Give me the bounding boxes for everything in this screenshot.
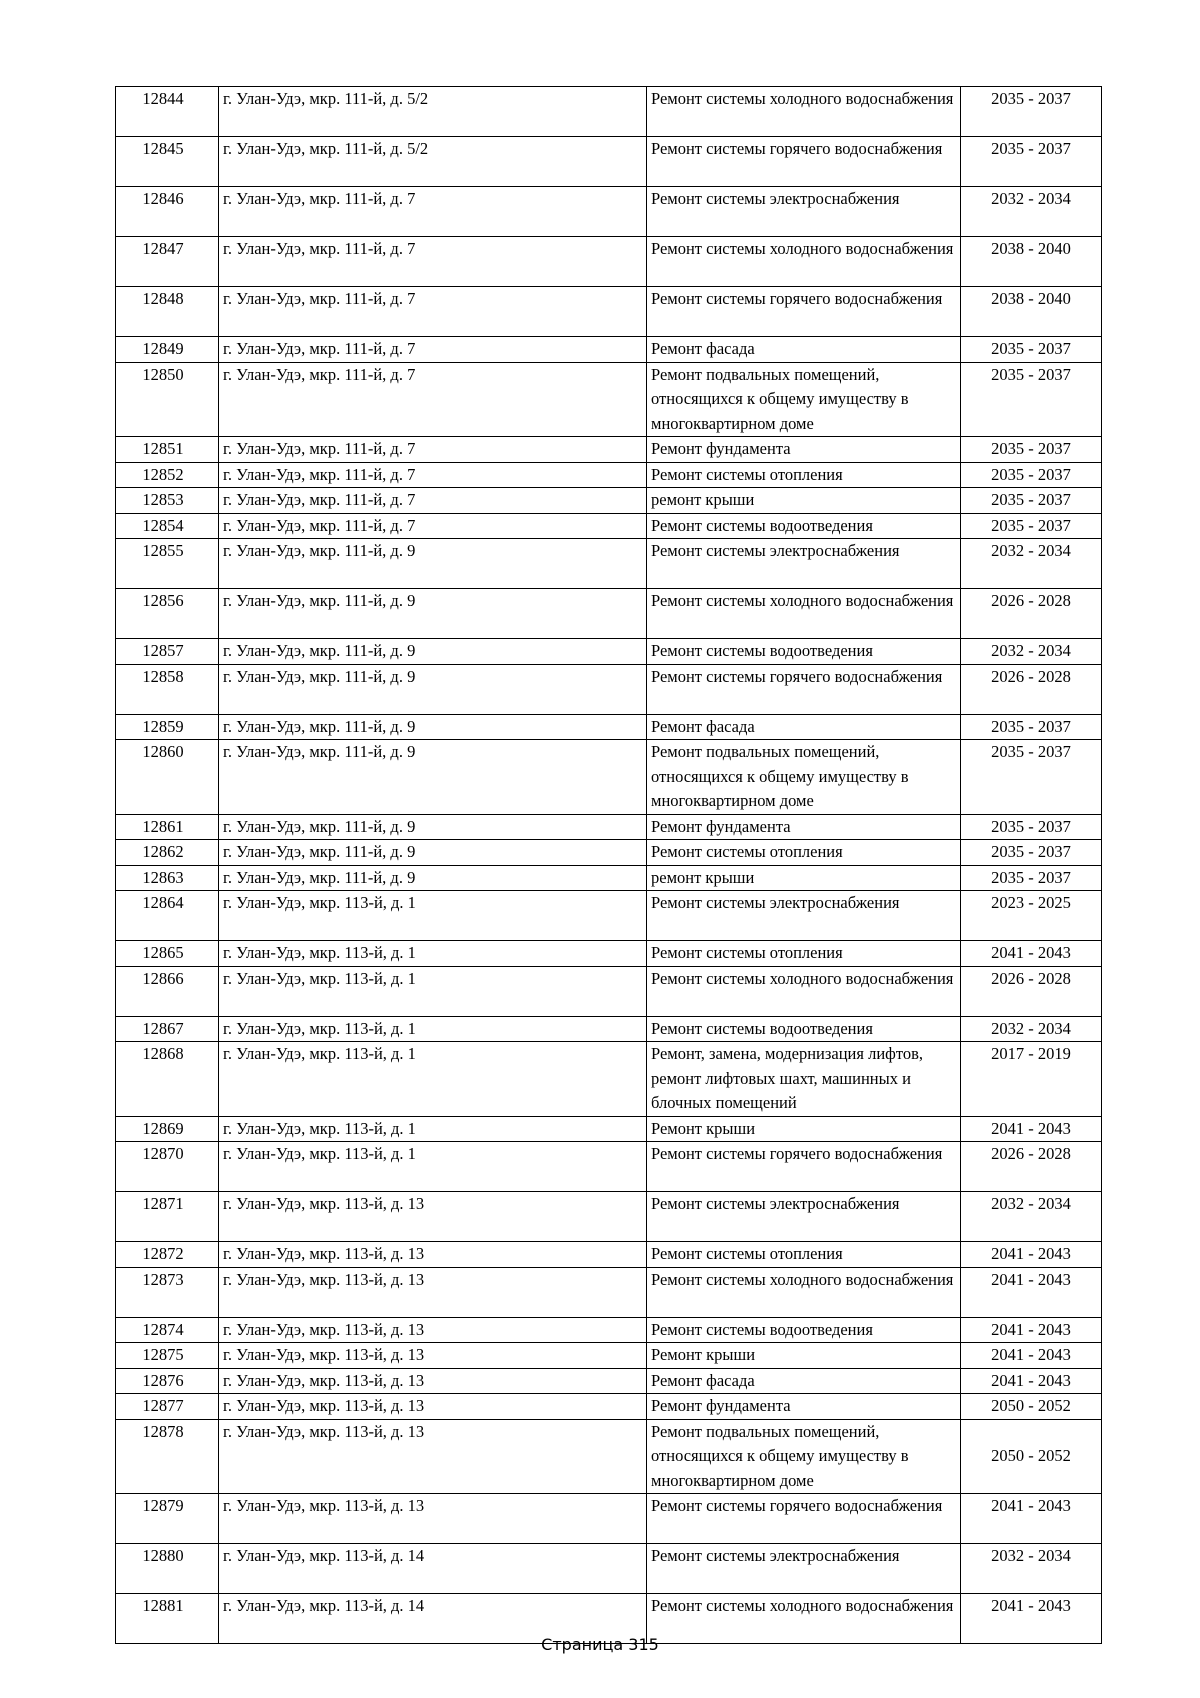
cell-work-type: ремонт крыши xyxy=(647,488,961,514)
cell-work-type: Ремонт системы горячего водоснабжения xyxy=(647,1142,961,1192)
cell-address: г. Улан-Удэ, мкр. 113-й, д. 14 xyxy=(219,1594,647,1644)
cell-work-type: Ремонт системы электроснабжения xyxy=(647,891,961,941)
cell-record-number: 12869 xyxy=(116,1116,219,1142)
cell-period: 2050 - 2052 xyxy=(961,1394,1102,1420)
cell-work-type: Ремонт системы водоотведения xyxy=(647,1317,961,1343)
table-row xyxy=(116,1544,1102,1594)
cell-work-type: Ремонт системы водоотведения xyxy=(647,639,961,665)
cell-period: 2032 - 2034 xyxy=(961,539,1102,589)
cell-record-number: 12845 xyxy=(116,137,219,187)
cell-record-number: 12876 xyxy=(116,1368,219,1394)
table-row xyxy=(116,287,1102,337)
cell-period: 2035 - 2037 xyxy=(961,513,1102,539)
cell-period: 2035 - 2037 xyxy=(961,87,1102,137)
cell-record-number: 12861 xyxy=(116,814,219,840)
table-row xyxy=(116,87,1102,137)
cell-period: 2050 - 2052 xyxy=(961,1419,1102,1494)
cell-work-type: Ремонт системы электроснабжения xyxy=(647,539,961,589)
cell-record-number: 12854 xyxy=(116,513,219,539)
cell-address: г. Улан-Удэ, мкр. 111-й, д. 5/2 xyxy=(219,137,647,187)
table-row xyxy=(116,865,1102,891)
cell-record-number: 12849 xyxy=(116,337,219,363)
cell-address: г. Улан-Удэ, мкр. 111-й, д. 7 xyxy=(219,488,647,514)
table-row xyxy=(116,1142,1102,1192)
cell-period: 2035 - 2037 xyxy=(961,488,1102,514)
table-row xyxy=(116,1317,1102,1343)
cell-work-type: Ремонт фасада xyxy=(647,714,961,740)
cell-record-number: 12853 xyxy=(116,488,219,514)
table-row xyxy=(116,337,1102,363)
cell-address: г. Улан-Удэ, мкр. 111-й, д. 9 xyxy=(219,740,647,815)
cell-record-number: 12846 xyxy=(116,187,219,237)
cell-record-number: 12860 xyxy=(116,740,219,815)
cell-period: 2026 - 2028 xyxy=(961,664,1102,714)
cell-period: 2026 - 2028 xyxy=(961,589,1102,639)
cell-address: г. Улан-Удэ, мкр. 113-й, д. 13 xyxy=(219,1267,647,1317)
works-table xyxy=(115,86,1102,1644)
cell-record-number: 12859 xyxy=(116,714,219,740)
cell-address: г. Улан-Удэ, мкр. 113-й, д. 13 xyxy=(219,1242,647,1268)
cell-address: г. Улан-Удэ, мкр. 113-й, д. 1 xyxy=(219,966,647,1016)
cell-address: г. Улан-Удэ, мкр. 111-й, д. 9 xyxy=(219,840,647,866)
cell-work-type: Ремонт подвальных помещений, относящихся к общему имуществу в многоквартирном доме xyxy=(647,362,961,437)
cell-record-number: 12851 xyxy=(116,437,219,463)
cell-work-type: Ремонт системы отопления xyxy=(647,941,961,967)
cell-period: 2035 - 2037 xyxy=(961,740,1102,815)
cell-address: г. Улан-Удэ, мкр. 113-й, д. 1 xyxy=(219,1142,647,1192)
cell-work-type: Ремонт системы электроснабжения xyxy=(647,1544,961,1594)
cell-address: г. Улан-Удэ, мкр. 113-й, д. 13 xyxy=(219,1343,647,1369)
cell-address: г. Улан-Удэ, мкр. 113-й, д. 1 xyxy=(219,941,647,967)
table-row xyxy=(116,891,1102,941)
page-number: Страница 315 xyxy=(541,1635,659,1654)
cell-period: 2035 - 2037 xyxy=(961,362,1102,437)
cell-address: г. Улан-Удэ, мкр. 111-й, д. 7 xyxy=(219,337,647,363)
cell-work-type: Ремонт системы водоотведения xyxy=(647,513,961,539)
table-row xyxy=(116,437,1102,463)
cell-period: 2035 - 2037 xyxy=(961,714,1102,740)
cell-record-number: 12866 xyxy=(116,966,219,1016)
cell-period: 2041 - 2043 xyxy=(961,1317,1102,1343)
table-row xyxy=(116,966,1102,1016)
cell-record-number: 12857 xyxy=(116,639,219,665)
cell-period: 2041 - 2043 xyxy=(961,1267,1102,1317)
cell-record-number: 12872 xyxy=(116,1242,219,1268)
cell-record-number: 12877 xyxy=(116,1394,219,1420)
cell-work-type: Ремонт системы холодного водоснабжения xyxy=(647,237,961,287)
cell-record-number: 12868 xyxy=(116,1042,219,1117)
table-row xyxy=(116,362,1102,437)
cell-record-number: 12856 xyxy=(116,589,219,639)
cell-address: г. Улан-Удэ, мкр. 113-й, д. 13 xyxy=(219,1192,647,1242)
cell-work-type: Ремонт крыши xyxy=(647,1343,961,1369)
cell-address: г. Улан-Удэ, мкр. 111-й, д. 7 xyxy=(219,287,647,337)
cell-work-type: Ремонт системы электроснабжения xyxy=(647,187,961,237)
table-row xyxy=(116,941,1102,967)
table-row xyxy=(116,1267,1102,1317)
cell-address: г. Улан-Удэ, мкр. 113-й, д. 13 xyxy=(219,1494,647,1544)
cell-period: 2026 - 2028 xyxy=(961,966,1102,1016)
cell-period: 2041 - 2043 xyxy=(961,1242,1102,1268)
cell-record-number: 12878 xyxy=(116,1419,219,1494)
table-row xyxy=(116,237,1102,287)
cell-period: 2035 - 2037 xyxy=(961,462,1102,488)
cell-work-type: Ремонт фасада xyxy=(647,337,961,363)
cell-work-type: Ремонт системы отопления xyxy=(647,840,961,866)
cell-period: 2023 - 2025 xyxy=(961,891,1102,941)
cell-period: 2035 - 2037 xyxy=(961,137,1102,187)
table-row xyxy=(116,1494,1102,1544)
table-row xyxy=(116,639,1102,665)
cell-period: 2041 - 2043 xyxy=(961,1368,1102,1394)
cell-record-number: 12881 xyxy=(116,1594,219,1644)
table-row xyxy=(116,513,1102,539)
cell-period: 2032 - 2034 xyxy=(961,1544,1102,1594)
table-row xyxy=(116,1242,1102,1268)
cell-record-number: 12871 xyxy=(116,1192,219,1242)
cell-work-type: Ремонт системы электроснабжения xyxy=(647,1192,961,1242)
table-row xyxy=(116,1116,1102,1142)
cell-work-type: Ремонт системы холодного водоснабжения xyxy=(647,1267,961,1317)
table-row xyxy=(116,1016,1102,1042)
cell-record-number: 12864 xyxy=(116,891,219,941)
cell-record-number: 12873 xyxy=(116,1267,219,1317)
cell-record-number: 12870 xyxy=(116,1142,219,1192)
table-row xyxy=(116,589,1102,639)
table-row xyxy=(116,137,1102,187)
cell-work-type: Ремонт фундамента xyxy=(647,814,961,840)
cell-address: г. Улан-Удэ, мкр. 113-й, д. 13 xyxy=(219,1317,647,1343)
cell-period: 2041 - 2043 xyxy=(961,1494,1102,1544)
cell-address: г. Улан-Удэ, мкр. 113-й, д. 1 xyxy=(219,1042,647,1117)
cell-period: 2032 - 2034 xyxy=(961,639,1102,665)
cell-address: г. Улан-Удэ, мкр. 113-й, д. 1 xyxy=(219,891,647,941)
cell-work-type: Ремонт фундамента xyxy=(647,437,961,463)
cell-work-type: Ремонт системы холодного водоснабжения xyxy=(647,87,961,137)
cell-record-number: 12879 xyxy=(116,1494,219,1544)
cell-record-number: 12874 xyxy=(116,1317,219,1343)
table-row xyxy=(116,1368,1102,1394)
cell-period: 2032 - 2034 xyxy=(961,1192,1102,1242)
cell-address: г. Улан-Удэ, мкр. 111-й, д. 7 xyxy=(219,362,647,437)
cell-period: 2032 - 2034 xyxy=(961,1016,1102,1042)
cell-record-number: 12850 xyxy=(116,362,219,437)
table-row xyxy=(116,1042,1102,1117)
cell-work-type: ремонт крыши xyxy=(647,865,961,891)
cell-address: г. Улан-Удэ, мкр. 111-й, д. 9 xyxy=(219,539,647,589)
cell-work-type: Ремонт фундамента xyxy=(647,1394,961,1420)
cell-work-type: Ремонт системы горячего водоснабжения xyxy=(647,664,961,714)
cell-work-type: Ремонт системы холодного водоснабжения xyxy=(647,1594,961,1644)
cell-address: г. Улан-Удэ, мкр. 111-й, д. 7 xyxy=(219,187,647,237)
cell-address: г. Улан-Удэ, мкр. 111-й, д. 7 xyxy=(219,462,647,488)
cell-record-number: 12858 xyxy=(116,664,219,714)
cell-record-number: 12867 xyxy=(116,1016,219,1042)
cell-address: г. Улан-Удэ, мкр. 111-й, д. 9 xyxy=(219,589,647,639)
cell-period: 2041 - 2043 xyxy=(961,1116,1102,1142)
cell-address: г. Улан-Удэ, мкр. 111-й, д. 9 xyxy=(219,639,647,665)
table-row xyxy=(116,740,1102,815)
cell-period: 2017 - 2019 xyxy=(961,1042,1102,1117)
cell-period: 2041 - 2043 xyxy=(961,941,1102,967)
cell-period: 2035 - 2037 xyxy=(961,337,1102,363)
cell-period: 2038 - 2040 xyxy=(961,237,1102,287)
cell-record-number: 12865 xyxy=(116,941,219,967)
cell-address: г. Улан-Удэ, мкр. 111-й, д. 7 xyxy=(219,237,647,287)
cell-work-type: Ремонт крыши xyxy=(647,1116,961,1142)
cell-address: г. Улан-Удэ, мкр. 111-й, д. 7 xyxy=(219,437,647,463)
cell-work-type: Ремонт системы холодного водоснабжения xyxy=(647,589,961,639)
cell-work-type: Ремонт, замена, модернизация лифтов, ремонт лифтовых шахт, машинных и блочных помещений xyxy=(647,1042,961,1117)
cell-work-type: Ремонт фасада xyxy=(647,1368,961,1394)
cell-work-type: Ремонт системы горячего водоснабжения xyxy=(647,137,961,187)
table-row xyxy=(116,814,1102,840)
cell-record-number: 12880 xyxy=(116,1544,219,1594)
cell-work-type: Ремонт подвальных помещений, относящихся к общему имуществу в многоквартирном доме xyxy=(647,740,961,815)
table-row xyxy=(116,1419,1102,1494)
cell-work-type: Ремонт системы отопления xyxy=(647,462,961,488)
cell-address: г. Улан-Удэ, мкр. 113-й, д. 13 xyxy=(219,1368,647,1394)
table-row xyxy=(116,539,1102,589)
cell-address: г. Улан-Удэ, мкр. 111-й, д. 9 xyxy=(219,714,647,740)
cell-work-type: Ремонт системы холодного водоснабжения xyxy=(647,966,961,1016)
cell-period: 2026 - 2028 xyxy=(961,1142,1102,1192)
cell-period: 2035 - 2037 xyxy=(961,437,1102,463)
cell-period: 2041 - 2043 xyxy=(961,1594,1102,1644)
cell-record-number: 12848 xyxy=(116,287,219,337)
cell-address: г. Улан-Удэ, мкр. 111-й, д. 5/2 xyxy=(219,87,647,137)
cell-work-type: Ремонт подвальных помещений, относящихся к общему имуществу в многоквартирном доме xyxy=(647,1419,961,1494)
cell-record-number: 12847 xyxy=(116,237,219,287)
cell-address: г. Улан-Удэ, мкр. 113-й, д. 1 xyxy=(219,1116,647,1142)
table-row xyxy=(116,664,1102,714)
cell-work-type: Ремонт системы горячего водоснабжения xyxy=(647,287,961,337)
table-row xyxy=(116,714,1102,740)
cell-work-type: Ремонт системы горячего водоснабжения xyxy=(647,1494,961,1544)
cell-record-number: 12863 xyxy=(116,865,219,891)
works-table-body xyxy=(116,87,1102,1644)
cell-work-type: Ремонт системы отопления xyxy=(647,1242,961,1268)
cell-address: г. Улан-Удэ, мкр. 113-й, д. 13 xyxy=(219,1419,647,1494)
cell-address: г. Улан-Удэ, мкр. 111-й, д. 9 xyxy=(219,814,647,840)
cell-period: 2035 - 2037 xyxy=(961,865,1102,891)
cell-address: г. Улан-Удэ, мкр. 113-й, д. 14 xyxy=(219,1544,647,1594)
cell-record-number: 12852 xyxy=(116,462,219,488)
cell-address: г. Улан-Удэ, мкр. 111-й, д. 9 xyxy=(219,865,647,891)
cell-period: 2032 - 2034 xyxy=(961,187,1102,237)
cell-period: 2035 - 2037 xyxy=(961,814,1102,840)
cell-record-number: 12844 xyxy=(116,87,219,137)
cell-record-number: 12862 xyxy=(116,840,219,866)
table-row xyxy=(116,1192,1102,1242)
cell-address: г. Улан-Удэ, мкр. 111-й, д. 7 xyxy=(219,513,647,539)
cell-address: г. Улан-Удэ, мкр. 113-й, д. 1 xyxy=(219,1016,647,1042)
table-row xyxy=(116,840,1102,866)
cell-period: 2035 - 2037 xyxy=(961,840,1102,866)
cell-period: 2041 - 2043 xyxy=(961,1343,1102,1369)
cell-work-type: Ремонт системы водоотведения xyxy=(647,1016,961,1042)
cell-record-number: 12855 xyxy=(116,539,219,589)
table-row xyxy=(116,1343,1102,1369)
table-row xyxy=(116,1394,1102,1420)
cell-record-number: 12875 xyxy=(116,1343,219,1369)
cell-period: 2038 - 2040 xyxy=(961,287,1102,337)
table-row xyxy=(116,187,1102,237)
table-row xyxy=(116,488,1102,514)
cell-address: г. Улан-Удэ, мкр. 113-й, д. 13 xyxy=(219,1394,647,1420)
cell-address: г. Улан-Удэ, мкр. 111-й, д. 9 xyxy=(219,664,647,714)
table-row xyxy=(116,462,1102,488)
